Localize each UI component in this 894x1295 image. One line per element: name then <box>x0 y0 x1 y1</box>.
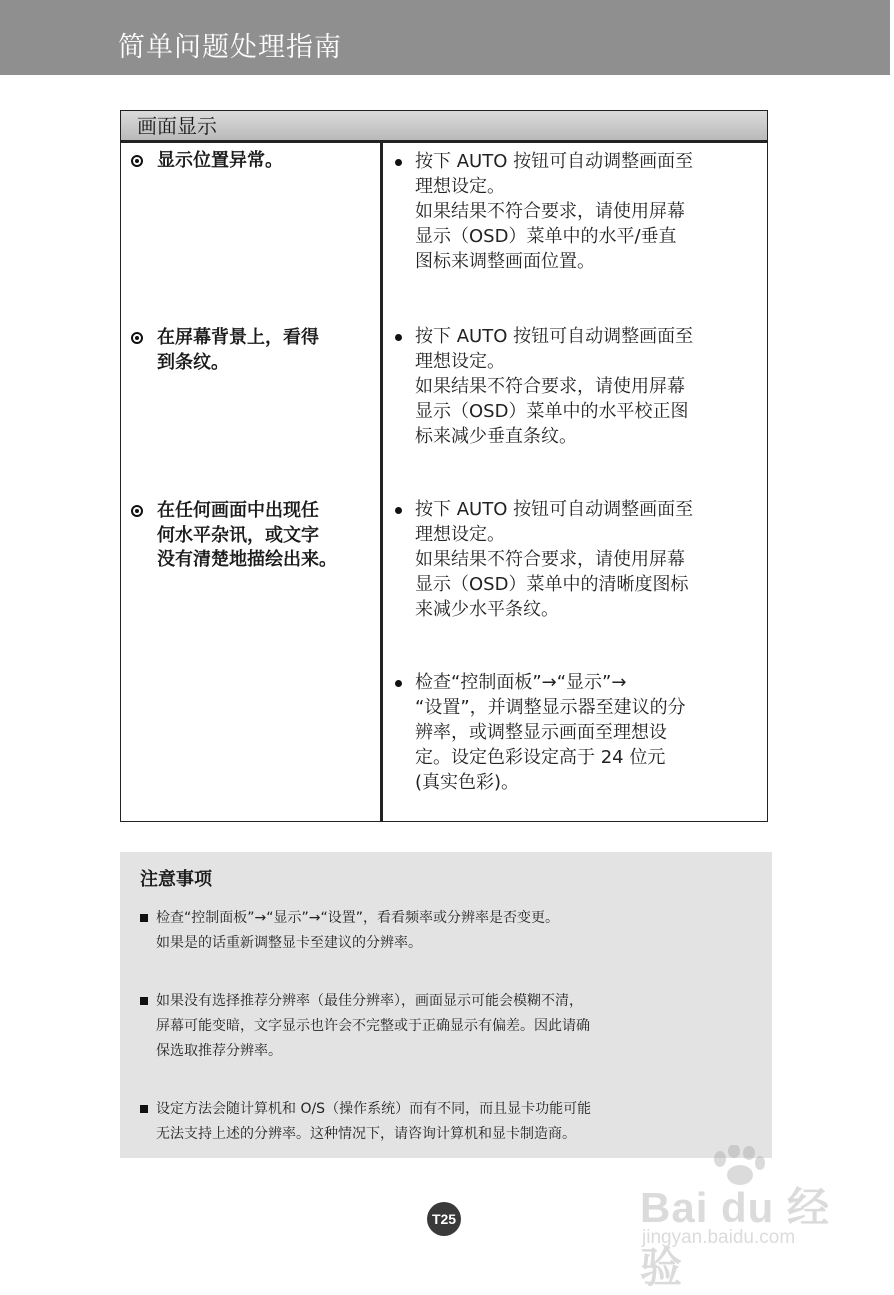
target-bullet-icon <box>131 332 143 344</box>
note-text: 如果没有选择推荐分辨率（最佳分辨率），画面显示可能会模糊不清， 屏幕可能变暗，文字显示也许会不完整或于正确显示有偏差。因此请确 保选取推荐分辨率。 <box>156 993 590 1059</box>
notes-title: 注意事项 <box>140 869 212 890</box>
square-bullet-icon <box>140 997 148 1005</box>
watermark <box>640 1145 850 1291</box>
note-item <box>140 989 750 1064</box>
watermark-url: jingyan.baidu.com <box>642 1227 796 1248</box>
square-bullet-icon <box>140 1105 148 1113</box>
table-header <box>121 111 767 143</box>
target-bullet-icon <box>131 155 143 167</box>
problem-text: 在任何画面中出现任 何水平杂讯，或文字 没有清楚地描绘出来。 <box>157 500 337 570</box>
page-number: T25 <box>427 1202 461 1236</box>
problem-text: 显示位置异常。 <box>157 150 283 171</box>
bullet-icon <box>395 680 402 687</box>
solution-item <box>395 324 755 449</box>
column-divider <box>380 143 383 821</box>
solution-text: 按下 AUTO 按钮可自动调整画面至 理想设定。 如果结果不符合要求，请使用屏幕 显示（OSD）菜单中的水平校正图 标来减少垂直条纹。 <box>415 326 694 447</box>
square-bullet-icon <box>140 914 148 922</box>
troubleshooting-table <box>120 110 768 822</box>
problem-item <box>131 326 371 375</box>
problem-text: 在屏幕背景上，看得 到条纹。 <box>157 327 319 373</box>
page-title: 简单问题处理指南 <box>118 32 342 63</box>
problem-item <box>131 149 371 174</box>
solution-item <box>395 670 755 795</box>
bullet-icon <box>395 507 402 514</box>
bullet-icon <box>395 159 402 166</box>
solution-text: 按下 AUTO 按钮可自动调整画面至 理想设定。 如果结果不符合要求，请使用屏幕 显示（OSD）菜单中的水平/垂直 图标来调整画面位置。 <box>415 151 694 272</box>
target-bullet-icon <box>131 505 143 517</box>
notes-box <box>120 852 772 1158</box>
table-title: 画面显示 <box>137 114 217 138</box>
note-item <box>140 1097 750 1147</box>
header-bar <box>0 0 890 75</box>
solution-text: 按下 AUTO 按钮可自动调整画面至 理想设定。 如果结果不符合要求，请使用屏幕 显示（OSD）菜单中的清晰度图标 来减少水平条纹。 <box>415 499 694 620</box>
problem-item <box>131 499 371 573</box>
solution-text: 检查“控制面板”→“显示”→ “设置”，并调整显示器至建议的分 辨率，或调整显示画面至理想设 定。设定色彩设定高于 24 位元 (真实色彩)。 <box>415 672 686 793</box>
watermark-brand: Bai du 经验 <box>640 1184 831 1291</box>
note-item <box>140 906 750 956</box>
note-text: 设定方法会随计算机和 O/S（操作系统）而有不同，而且显卡功能可能 无法支持上述的分辨率。这种情况下，请咨询计算机和显卡制造商。 <box>156 1101 592 1142</box>
note-text: 检查“控制面板”→“显示”→“设置”，看看频率或分辨率是否变更。 如果是的话重新调整显卡至建议的分辨率。 <box>156 910 559 951</box>
solution-item <box>395 149 755 274</box>
solution-item <box>395 497 755 622</box>
bullet-icon <box>395 334 402 341</box>
